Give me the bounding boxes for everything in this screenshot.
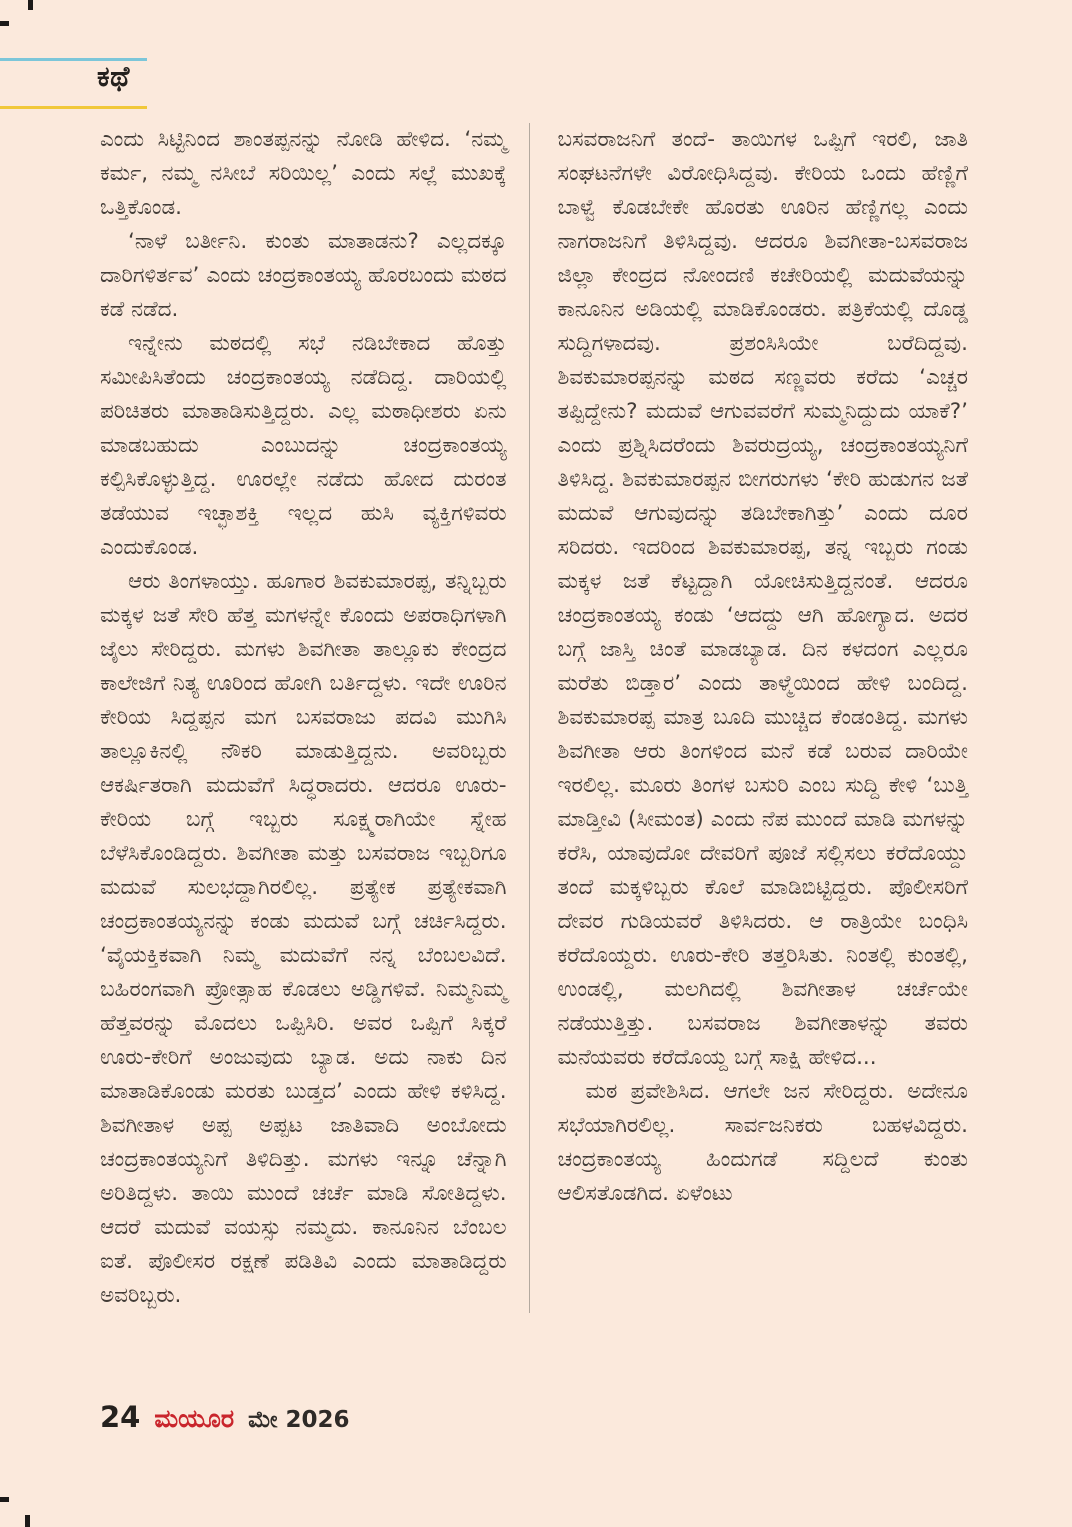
right-column xyxy=(530,123,968,1313)
story-paragraph: ಇನ್ನೇನು ಮಠದಲ್ಲಿ ಸಭೆ ನಡಿಬೇಕಾದ ಹೊತ್ತು ಸಮೀಪಿಸಿತೆಂದು ಚಂದ್ರಕಾಂತಯ್ಯ ನಡೆದಿದ್ದ. ದಾರಿಯಲ್ಲಿ ಪರಿಚಿತರು ಮಾತಾಡಿಸುತ್ತಿದ್ದರು. ಎಲ್ಲ ಮಠಾಧೀಶರು ಏನು ಮಾಡಬಹುದು ಎಂಬುದನ್ನು ಚಂದ್ರಕಾಂತಯ್ಯ ಕಲ್ಪಿಸಿಕೊಳ್ಳುತ್ತಿದ್ದ. ಊರಲ್ಲೇ ನಡೆದು ಹೋದ ದುರಂತ ತಡೆಯುವ ಇಚ್ಛಾಶಕ್ತಿ ಇಲ್ಲದ ಹುಸಿ ವ್ಯಕ್ತಿಗಳಿವರು ಎಂದುಕೊಂಡ. xyxy=(100,331,507,560)
issue-date: ಮೇ 2026 xyxy=(248,1407,350,1433)
crop-mark-top-dash xyxy=(0,21,9,26)
page-number: 24 xyxy=(100,1400,141,1434)
magazine-logo: ಮಯೂರ xyxy=(154,1404,235,1433)
story-paragraph: ‘ನಾಳೆ ಬರ್ತೀನಿ. ಕುಂತು ಮಾತಾಡನು? ಎಲ್ಲದಕ್ಕೂ ದಾರಿಗಳಿರ್ತವ’ ಎಂದು ಚಂದ್ರಕಾಂತಯ್ಯ ಹೊರಬಂದು ಮಠದ ಕಡೆ ನಡೆದ. xyxy=(100,229,507,322)
header-rule-bottom xyxy=(0,106,147,109)
story-paragraph: ಬಸವರಾಜನಿಗೆ ತಂದೆ- ತಾಯಿಗಳ ಒಪ್ಪಿಗೆ ಇರಲಿ, ಜಾತಿ ಸಂಘಟನೆಗಳೇ ವಿರೋಧಿಸಿದ್ದವು. ಕೇರಿಯ ಒಂದು ಹೆಣ್ಣಿಗೆ ಬಾಳ್ವೆ ಕೊಡಬೇಕೇ ಹೊರತು ಊರಿನ ಹೆಣ್ಣಿಗಲ್ಲ ಎಂದು ನಾಗರಾಜನಿಗೆ ತಿಳಿಸಿದ್ದವು. ಆದರೂ ಶಿವಗೀತಾ-ಬಸವರಾಜ ಜಿಲ್ಲಾ ಕೇಂದ್ರದ ನೋಂದಣಿ ಕಚೇರಿಯಲ್ಲಿ ಮದುವೆಯನ್ನು ಕಾನೂನಿನ ಅಡಿಯಲ್ಲಿ ಮಾಡಿಕೊಂಡರು. ಪತ್ರಿಕೆಯಲ್ಲಿ ದೊಡ್ಡ ಸುದ್ದಿಗಳಾದವು. ಪ್ರಶಂಸಿಸಿಯೇ ಬರೆದಿದ್ದವು. ಶಿವಕುಮಾರಪ್ಪನನ್ನು ಮಠದ ಸಣ್ಣವರು ಕರೆದು ‘ಎಚ್ಚರ ತಪ್ಪಿದ್ದೇನು? ಮದುವೆ ಆಗುವವರೆಗೆ ಸುಮ್ಮನಿದ್ದುದು ಯಾಕೆ?’ ಎಂದು ಪ್ರಶ್ನಿಸಿದರೆಂದು ಶಿವರುದ್ರಯ್ಯ, ಚಂದ್ರಕಾಂತಯ್ಯನಿಗೆ ತಿಳಿಸಿದ್ದ. ಶಿವಕುಮಾರಪ್ಪನ ಬೀಗರುಗಳು ‘ಕೇರಿ ಹುಡುಗನ ಜತೆ ಮದುವೆ ಆಗುವುದನ್ನು ತಡಿಬೇಕಾಗಿತ್ತು’ ಎಂದು ದೂರ ಸರಿದರು. ಇದರಿಂದ ಶಿವಕುಮಾರಪ್ಪ, ತನ್ನ ಇಬ್ಬರು ಗಂಡು ಮಕ್ಕಳ ಜತೆ ಕೆಟ್ಟದ್ದಾಗಿ ಯೋಚಿಸುತ್ತಿದ್ದನಂತೆ. ಆದರೂ ಚಂದ್ರಕಾಂತಯ್ಯ ಕಂಡು ‘ಆದದ್ದು ಆಗಿ ಹೋಗ್ಯಾದ. ಅದರ ಬಗ್ಗೆ ಜಾಸ್ತಿ ಚಿಂತೆ ಮಾಡಬ್ಯಾಡ. ದಿನ ಕಳದಂಗ ಎಲ್ಲರೂ ಮರೆತು ಬಿಡ್ತಾರ’ ಎಂದು ತಾಳ್ಮೆಯಿಂದ ಹೇಳಿ ಬಂದಿದ್ದ. ಶಿವಕುಮಾರಪ್ಪ ಮಾತ್ರ ಬೂದಿ ಮುಚ್ಚಿದ ಕೆಂಡಂತಿದ್ದ. ಮಗಳು ಶಿವಗೀತಾ ಆರು ತಿಂಗಳಿಂದ ಮನೆ ಕಡೆ ಬರುವ ದಾರಿಯೇ ಇರಲಿಲ್ಲ. ಮೂರು ತಿಂಗಳ ಬಸುರಿ ಎಂಬ ಸುದ್ದಿ ಕೇಳಿ ‘ಬುತ್ತಿ ಮಾಡ್ತೀವಿ (ಸೀಮಂತ) ಎಂದು ನೆಪ ಮುಂದೆ ಮಾಡಿ ಮಗಳನ್ನು ಕರೆಸಿ, ಯಾವುದೋ ದೇವರಿಗೆ ಪೂಜೆ ಸಲ್ಲಿಸಲು ಕರೆದೊಯ್ದು ತಂದೆ ಮಕ್ಕಳಿಬ್ಬರು ಕೊಲೆ ಮಾಡಿಬಿಟ್ಟಿದ್ದರು. ಪೊಲೀಸರಿಗೆ ದೇವರ ಗುಡಿಯವರೆ ತಿಳಿಸಿದರು. ಆ ರಾತ್ರಿಯೇ ಬಂಧಿಸಿ ಕರೆದೊಯ್ದರು. ಊರು-ಕೇರಿ ತತ್ತರಿಸಿತು. ನಿಂತಲ್ಲಿ ಕುಂತಲ್ಲಿ, ಉಂಡಲ್ಲಿ, ಮಲಗಿದಲ್ಲಿ ಶಿವಗೀತಾಳ ಚರ್ಚೆಯೇ ನಡೆಯುತ್ತಿತ್ತು. ಬಸವರಾಜ ಶಿವಗೀತಾಳನ್ನು ತವರು ಮನೆಯವರು ಕರೆದೊಯ್ದ ಬಗ್ಗೆ ಸಾಕ್ಷಿ ಹೇಳಿದ... xyxy=(557,127,968,1070)
story-paragraph: ಆರು ತಿಂಗಳಾಯ್ತು. ಹೂಗಾರ ಶಿವಕುಮಾರಪ್ಪ, ತನ್ನಿಬ್ಬರು ಮಕ್ಕಳ ಜತೆ ಸೇರಿ ಹೆತ್ತ ಮಗಳನ್ನೇ ಕೊಂದು ಅಪರಾಧಿಗಳಾಗಿ ಜೈಲು ಸೇರಿದ್ದರು. ಮಗಳು ಶಿವಗೀತಾ ತಾಲ್ಲೂಕು ಕೇಂದ್ರದ ಕಾಲೇಜಿಗೆ ನಿತ್ಯ ಊರಿಂದ ಹೋಗಿ ಬರ್ತಿದ್ದಳು. ಇದೇ ಊರಿನ ಕೇರಿಯ ಸಿದ್ದಪ್ಪನ ಮಗ ಬಸವರಾಜು ಪದವಿ ಮುಗಿಸಿ ತಾಲ್ಲೂಕಿನಲ್ಲಿ ನೌಕರಿ ಮಾಡುತ್ತಿದ್ದನು. ಅವರಿಬ್ಬರು ಆಕರ್ಷಿತರಾಗಿ ಮದುವೆಗೆ ಸಿದ್ಧರಾದರು. ಆದರೂ ಊರು-ಕೇರಿಯ ಬಗ್ಗೆ ಇಬ್ಬರು ಸೂಕ್ಷ್ಮರಾಗಿಯೇ ಸ್ನೇಹ ಬೆಳೆಸಿಕೊಂಡಿದ್ದರು. ಶಿವಗೀತಾ ಮತ್ತು ಬಸವರಾಜ ಇಬ್ಬರಿಗೂ ಮದುವೆ ಸುಲಭದ್ದಾಗಿರಲಿಲ್ಲ. ಪ್ರತ್ಯೇಕ ಪ್ರತ್ಯೇಕವಾಗಿ ಚಂದ್ರಕಾಂತಯ್ಯನನ್ನು ಕಂಡು ಮದುವೆ ಬಗ್ಗೆ ಚರ್ಚಿಸಿದ್ದರು. ‘ವೈಯಕ್ತಿಕವಾಗಿ ನಿಮ್ಮ ಮದುವೆಗೆ ನನ್ನ ಬೆಂಬಲವಿದೆ. ಬಹಿರಂಗವಾಗಿ ಪ್ರೋತ್ಸಾಹ ಕೊಡಲು ಅಡ್ಡಿಗಳಿವೆ. ನಿಮ್ಮನಿಮ್ಮ ಹೆತ್ತವರನ್ನು ಮೊದಲು ಒಪ್ಪಿಸಿರಿ. ಅವರ ಒಪ್ಪಿಗೆ ಸಿಕ್ಕರೆ ಊರು-ಕೇರಿಗೆ ಅಂಜುವುದು ಬ್ಯಾಡ. ಅದು ನಾಕು ದಿನ ಮಾತಾಡಿಕೊಂಡು ಮರತು ಬುಡ್ತದ’ ಎಂದು ಹೇಳಿ ಕಳಿಸಿದ್ದ. ಶಿವಗೀತಾಳ ಅಪ್ಪ ಅಪ್ಪಟ ಜಾತಿವಾದಿ ಅಂಬೋದು ಚಂದ್ರಕಾಂತಯ್ಯನಿಗೆ ತಿಳಿದಿತ್ತು. ಮಗಳು ಇನ್ನೂ ಚೆನ್ನಾಗಿ ಅರಿತಿದ್ದಳು. ತಾಯಿ ಮುಂದೆ ಚರ್ಚೆ ಮಾಡಿ ಸೋತಿದ್ದಳು. ಆದರೆ ಮದುವೆ ವಯಸ್ಸು ನಮ್ಮದು. ಕಾನೂನಿನ ಬೆಂಬಲ ಐತೆ. ಪೊಲೀಸರ ರಕ್ಷಣೆ ಪಡಿತಿವಿ ಎಂದು ಮಾತಾಡಿದ್ದರು ಅವರಿಬ್ಬರು. xyxy=(100,569,507,1308)
page-footer xyxy=(100,1400,350,1434)
crop-mark-bottom-tick xyxy=(25,1515,30,1527)
section-label: ಕಥೆ xyxy=(97,60,130,93)
story-paragraph: ಎಂದು ಸಿಟ್ಟಿನಿಂದ ಶಾಂತಪ್ಪನನ್ನು ನೋಡಿ ಹೇಳಿದ. ‘ನಮ್ಮ ಕರ್ಮ, ನಮ್ಮ ನಸೀಬೆ ಸರಿಯಿಲ್ಲ’ ಎಂದು ಸಲ್ಲೆ ಮುಖಕ್ಕೆ ಒತ್ತಿಕೊಂಡ. xyxy=(100,127,507,220)
story-body xyxy=(100,123,968,1313)
crop-mark-bottom-dash xyxy=(0,1497,9,1502)
story-paragraph: ಮಠ ಪ್ರವೇಶಿಸಿದ. ಆಗಲೇ ಜನ ಸೇರಿದ್ದರು. ಅದೇನೂ ಸಭೆಯಾಗಿರಲಿಲ್ಲ. ಸಾರ್ವಜನಿಕರು ಬಹಳವಿದ್ದರು. ಚಂದ್ರಕಾಂತಯ್ಯ ಹಿಂದುಗಡೆ ಸದ್ದಿಲದೆ ಕುಂತು ಆಲಿಸತೊಡಗಿದ. ಏಳೆಂಟು xyxy=(557,1079,968,1206)
crop-mark-top-tick xyxy=(28,0,33,10)
left-column xyxy=(100,123,530,1313)
